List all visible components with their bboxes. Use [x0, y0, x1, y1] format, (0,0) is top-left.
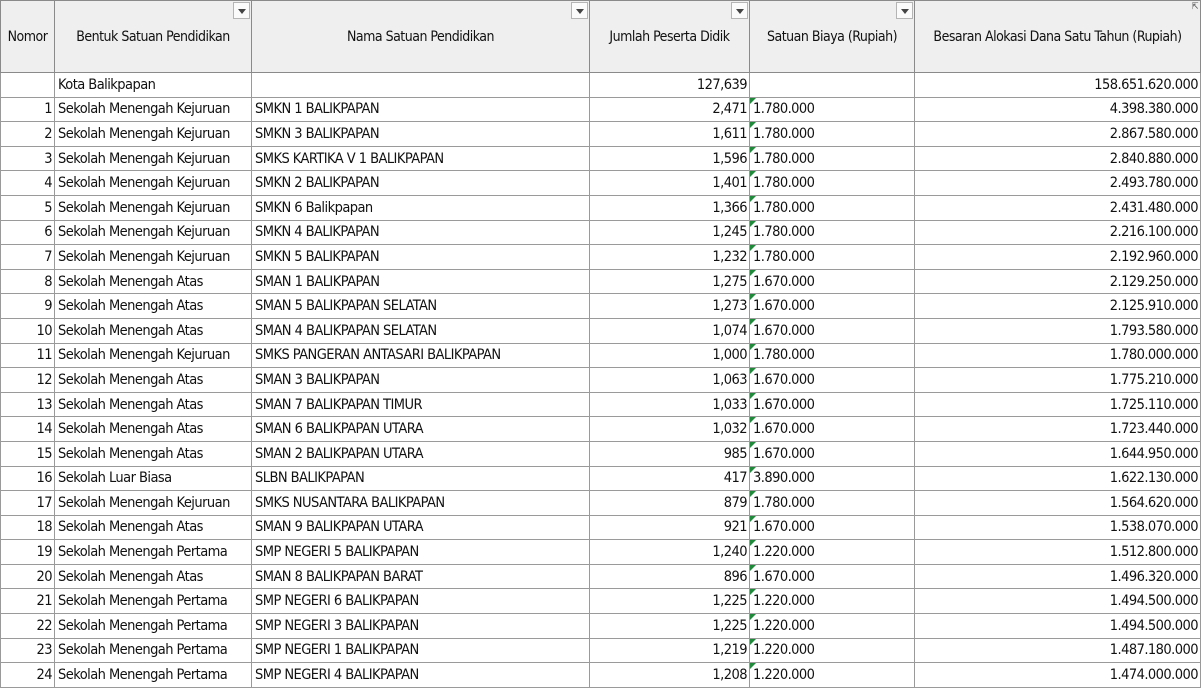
jumlah-cell[interactable]: 921: [590, 515, 750, 540]
besaran-cell[interactable]: 1.496.320.000: [915, 564, 1201, 589]
column-header-bentuk[interactable]: [55, 1, 252, 73]
bentuk-cell[interactable]: Sekolah Menengah Pertama: [55, 663, 252, 688]
nomor-cell[interactable]: 13: [1, 392, 55, 417]
error-indicator-icon: [750, 196, 756, 202]
jumlah-cell[interactable]: 2,471: [590, 97, 750, 122]
nomor-cell[interactable]: 21: [1, 589, 55, 614]
column-header-nomor[interactable]: [1, 1, 55, 73]
jumlah-cell[interactable]: 879: [590, 491, 750, 516]
satuan-cell[interactable]: [750, 589, 915, 614]
jumlah-cell[interactable]: 1,032: [590, 417, 750, 442]
error-indicator-icon: [750, 614, 756, 620]
error-indicator-icon: [750, 417, 756, 423]
nomor-cell[interactable]: 24: [1, 663, 55, 688]
table-row: [1, 515, 1201, 540]
satuan-cell[interactable]: [750, 515, 915, 540]
error-indicator-icon: [750, 639, 756, 645]
bentuk-cell[interactable]: Sekolah Luar Biasa: [55, 466, 252, 491]
nomor-cell[interactable]: 2: [1, 122, 55, 147]
bentuk-cell[interactable]: Sekolah Menengah Atas: [55, 368, 252, 393]
satuan-value: 1.670.000: [753, 298, 815, 315]
error-indicator-icon: [750, 221, 756, 227]
table-row: [1, 171, 1201, 196]
satuan-cell[interactable]: [750, 614, 915, 639]
jumlah-cell[interactable]: 1,366: [590, 195, 750, 220]
jumlah-cell[interactable]: 417: [590, 466, 750, 491]
bentuk-cell[interactable]: Sekolah Menengah Pertama: [55, 589, 252, 614]
error-indicator-icon: [750, 516, 756, 522]
nama-cell[interactable]: SMP NEGERI 6 BALIKPAPAN: [252, 589, 590, 614]
table-row: [1, 122, 1201, 147]
satuan-value: 1.220.000: [753, 642, 815, 659]
error-indicator-icon: [750, 540, 756, 546]
table-row: [1, 614, 1201, 639]
besaran-cell[interactable]: 1.775.210.000: [915, 368, 1201, 393]
table-row: [1, 589, 1201, 614]
satuan-cell[interactable]: [750, 466, 915, 491]
nama-cell[interactable]: SMP NEGERI 4 BALIKPAPAN: [252, 663, 590, 688]
satuan-value: 1.670.000: [753, 445, 815, 462]
error-indicator-icon: [750, 491, 756, 497]
satuan-value: 1.780.000: [753, 125, 815, 142]
satuan-cell[interactable]: [750, 220, 915, 245]
nomor-cell[interactable]: 12: [1, 368, 55, 393]
satuan-value: 1.780.000: [753, 150, 815, 167]
nomor-cell[interactable]: 1: [1, 97, 55, 122]
bentuk-cell[interactable]: Sekolah Menengah Atas: [55, 392, 252, 417]
jumlah-cell[interactable]: 1,225: [590, 589, 750, 614]
nomor-cell[interactable]: 22: [1, 614, 55, 639]
satuan-cell[interactable]: [750, 171, 915, 196]
satuan-cell[interactable]: [750, 343, 915, 368]
satuan-cell[interactable]: [750, 368, 915, 393]
nama-cell[interactable]: SMP NEGERI 5 BALIKPAPAN: [252, 540, 590, 565]
nama-cell[interactable]: SMP NEGERI 3 BALIKPAPAN: [252, 614, 590, 639]
satuan-value: 3.890.000: [753, 470, 815, 487]
satuan-cell[interactable]: [750, 269, 915, 294]
bentuk-cell[interactable]: Sekolah Menengah Pertama: [55, 638, 252, 663]
nama-cell[interactable]: SMAN 6 BALIKPAPAN UTARA: [252, 417, 590, 442]
nomor-cell[interactable]: 5: [1, 195, 55, 220]
table-row: [1, 245, 1201, 270]
bentuk-cell[interactable]: Sekolah Menengah Atas: [55, 564, 252, 589]
nama-cell[interactable]: SMKN 2 BALIKPAPAN: [252, 171, 590, 196]
nomor-cell[interactable]: 11: [1, 343, 55, 368]
satuan-cell[interactable]: [750, 245, 915, 270]
nama-cell[interactable]: SMKN 6 Balikpapan: [252, 195, 590, 220]
table-row: [1, 343, 1201, 368]
table-row: [1, 466, 1201, 491]
bentuk-cell[interactable]: Sekolah Menengah Kejuruan: [55, 343, 252, 368]
satuan-cell[interactable]: [750, 195, 915, 220]
nama-cell[interactable]: SMKS KARTIKA V 1 BALIKPAPAN: [252, 146, 590, 171]
nomor-cell[interactable]: 14: [1, 417, 55, 442]
nama-cell[interactable]: SMAN 9 BALIKPAPAN UTARA: [252, 515, 590, 540]
satuan-cell[interactable]: [750, 417, 915, 442]
column-header-besaran[interactable]: [915, 1, 1201, 73]
besaran-cell[interactable]: 1.474.000.000: [915, 663, 1201, 688]
error-indicator-icon: [750, 467, 756, 473]
jumlah-cell[interactable]: 1,245: [590, 220, 750, 245]
nama-cell[interactable]: SMAN 3 BALIKPAPAN: [252, 368, 590, 393]
nama-cell[interactable]: SMAN 7 BALIKPAPAN TIMUR: [252, 392, 590, 417]
satuan-value: 1.780.000: [753, 248, 815, 265]
nomor-cell[interactable]: 6: [1, 220, 55, 245]
header-label: Jumlah Peserta Didik: [609, 28, 730, 45]
table-row: [1, 638, 1201, 663]
satuan-value: 1.220.000: [753, 667, 815, 684]
besaran-cell[interactable]: 1.622.130.000: [915, 466, 1201, 491]
table-row: [1, 294, 1201, 319]
satuan-value: 1.220.000: [753, 544, 815, 561]
besaran-cell[interactable]: 1.793.580.000: [915, 318, 1201, 343]
table-row: [1, 417, 1201, 442]
header-label: Nama Satuan Pendidikan: [346, 28, 495, 45]
error-indicator-icon: [750, 368, 756, 374]
table-row: [1, 220, 1201, 245]
bentuk-cell[interactable]: Sekolah Menengah Kejuruan: [55, 146, 252, 171]
satuan-cell[interactable]: [750, 318, 915, 343]
error-indicator-icon: [750, 98, 756, 104]
nomor-cell[interactable]: 3: [1, 146, 55, 171]
besaran-cell[interactable]: 2.867.580.000: [915, 122, 1201, 147]
header-label: Nomor: [7, 28, 48, 45]
besaran-cell[interactable]: 2.840.880.000: [915, 146, 1201, 171]
besaran-cell[interactable]: 1.644.950.000: [915, 441, 1201, 466]
satuan-cell[interactable]: [750, 564, 915, 589]
bentuk-cell[interactable]: Sekolah Menengah Kejuruan: [55, 97, 252, 122]
bentuk-cell[interactable]: Sekolah Menengah Kejuruan: [55, 245, 252, 270]
nama-cell[interactable]: SMP NEGERI 1 BALIKPAPAN: [252, 638, 590, 663]
satuan-value: 1.670.000: [753, 519, 815, 536]
satuan-cell[interactable]: [750, 294, 915, 319]
nama-cell[interactable]: SMKS PANGERAN ANTASARI BALIKPAPAN: [252, 343, 590, 368]
table-row: [1, 146, 1201, 171]
satuan-value: 1.670.000: [753, 273, 815, 290]
satuan-cell[interactable]: [750, 638, 915, 663]
summary-label-cell[interactable]: Kota Balikpapan: [55, 73, 252, 98]
error-indicator-icon: [750, 147, 756, 153]
nomor-cell[interactable]: 18: [1, 515, 55, 540]
error-indicator-icon: [750, 393, 756, 399]
resize-icon[interactable]: ⇱: [1191, 2, 1198, 12]
nomor-cell[interactable]: 8: [1, 269, 55, 294]
table-row: [1, 195, 1201, 220]
bentuk-cell[interactable]: Sekolah Menengah Atas: [55, 318, 252, 343]
jumlah-cell[interactable]: 1,275: [590, 269, 750, 294]
satuan-cell[interactable]: [750, 441, 915, 466]
bentuk-cell[interactable]: Sekolah Menengah Kejuruan: [55, 171, 252, 196]
satuan-cell[interactable]: [750, 663, 915, 688]
satuan-cell[interactable]: [750, 146, 915, 171]
nama-cell[interactable]: SMKN 3 BALIKPAPAN: [252, 122, 590, 147]
jumlah-cell[interactable]: 1,225: [590, 614, 750, 639]
error-indicator-icon: [750, 294, 756, 300]
satuan-value: 1.670.000: [753, 396, 815, 413]
table-row: [1, 441, 1201, 466]
satuan-cell[interactable]: [750, 122, 915, 147]
nomor-cell[interactable]: 20: [1, 564, 55, 589]
besaran-cell[interactable]: 1.494.500.000: [915, 589, 1201, 614]
error-indicator-icon: [750, 319, 756, 325]
header-label: Besaran Alokasi Dana Satu Tahun (Rupiah): [933, 28, 1182, 45]
header-label: Satuan Biaya (Rupiah): [767, 28, 897, 45]
column-header-satuan[interactable]: [750, 1, 915, 73]
chevron-down-icon[interactable]: [731, 2, 748, 19]
satuan-cell[interactable]: [750, 491, 915, 516]
nama-cell[interactable]: SLBN BALIKPAPAN: [252, 466, 590, 491]
besaran-cell[interactable]: 1.723.440.000: [915, 417, 1201, 442]
jumlah-cell[interactable]: 1,074: [590, 318, 750, 343]
table-row: [1, 392, 1201, 417]
jumlah-cell[interactable]: 1,232: [590, 245, 750, 270]
summary-nama-cell[interactable]: [252, 73, 590, 98]
error-indicator-icon: [750, 270, 756, 276]
jumlah-cell[interactable]: 1,240: [590, 540, 750, 565]
column-header-jumlah[interactable]: [590, 1, 750, 73]
error-indicator-icon: [750, 663, 756, 669]
bentuk-cell[interactable]: Sekolah Menengah Atas: [55, 269, 252, 294]
satuan-value: 1.780.000: [753, 224, 815, 241]
besaran-cell[interactable]: 1.494.500.000: [915, 614, 1201, 639]
error-indicator-icon: [750, 171, 756, 177]
summary-jumlah-cell[interactable]: 127,639: [590, 73, 750, 98]
table-row: [1, 318, 1201, 343]
error-indicator-icon: [750, 122, 756, 128]
error-indicator-icon: [750, 442, 756, 448]
jumlah-cell[interactable]: 1,611: [590, 122, 750, 147]
besaran-cell[interactable]: 2.125.910.000: [915, 294, 1201, 319]
summary-row: [1, 73, 1201, 98]
satuan-value: 1.780.000: [753, 494, 815, 511]
nama-cell[interactable]: SMAN 4 BALIKPAPAN SELATAN: [252, 318, 590, 343]
jumlah-cell[interactable]: 1,401: [590, 171, 750, 196]
bentuk-cell[interactable]: Sekolah Menengah Atas: [55, 441, 252, 466]
bentuk-cell[interactable]: Sekolah Menengah Kejuruan: [55, 491, 252, 516]
besaran-cell[interactable]: 1.780.000.000: [915, 343, 1201, 368]
satuan-value: 1.780.000: [753, 101, 815, 118]
table-row: [1, 269, 1201, 294]
nama-cell[interactable]: SMAN 8 BALIKPAPAN BARAT: [252, 564, 590, 589]
satuan-value: 1.670.000: [753, 421, 815, 438]
table-row: [1, 97, 1201, 122]
chevron-down-icon[interactable]: [233, 2, 250, 19]
besaran-cell[interactable]: 1.725.110.000: [915, 392, 1201, 417]
nomor-cell[interactable]: 17: [1, 491, 55, 516]
table-row: [1, 368, 1201, 393]
satuan-value: 1.220.000: [753, 617, 815, 634]
table-row: [1, 663, 1201, 688]
besaran-cell[interactable]: 2.493.780.000: [915, 171, 1201, 196]
nama-cell[interactable]: SMAN 5 BALIKPAPAN SELATAN: [252, 294, 590, 319]
jumlah-cell[interactable]: 1,273: [590, 294, 750, 319]
nama-cell[interactable]: SMKS NUSANTARA BALIKPAPAN: [252, 491, 590, 516]
satuan-value: 1.780.000: [753, 347, 815, 364]
besaran-cell[interactable]: 2.192.960.000: [915, 245, 1201, 270]
error-indicator-icon: [750, 565, 756, 571]
chevron-down-icon[interactable]: [571, 2, 588, 19]
besaran-cell[interactable]: 2.431.480.000: [915, 195, 1201, 220]
bentuk-cell[interactable]: Sekolah Menengah Pertama: [55, 540, 252, 565]
nama-cell[interactable]: SMKN 5 BALIKPAPAN: [252, 245, 590, 270]
error-indicator-icon: [750, 344, 756, 350]
nomor-cell[interactable]: 19: [1, 540, 55, 565]
satuan-value: 1.220.000: [753, 593, 815, 610]
bentuk-cell[interactable]: Sekolah Menengah Pertama: [55, 614, 252, 639]
nama-cell[interactable]: SMKN 1 BALIKPAPAN: [252, 97, 590, 122]
chevron-down-icon[interactable]: [896, 2, 913, 19]
besaran-cell[interactable]: 2.216.100.000: [915, 220, 1201, 245]
satuan-cell[interactable]: [750, 540, 915, 565]
jumlah-cell[interactable]: 1,033: [590, 392, 750, 417]
error-indicator-icon: [750, 589, 756, 595]
nama-cell[interactable]: SMAN 1 BALIKPAPAN: [252, 269, 590, 294]
besaran-cell[interactable]: 2.129.250.000: [915, 269, 1201, 294]
table-row: [1, 491, 1201, 516]
satuan-cell[interactable]: [750, 392, 915, 417]
nomor-cell[interactable]: 15: [1, 441, 55, 466]
bentuk-cell[interactable]: Sekolah Menengah Atas: [55, 417, 252, 442]
error-indicator-icon: [750, 245, 756, 251]
header-row: [1, 1, 1201, 73]
bentuk-cell[interactable]: Sekolah Menengah Atas: [55, 515, 252, 540]
jumlah-cell[interactable]: 1,596: [590, 146, 750, 171]
besaran-cell[interactable]: 1.487.180.000: [915, 638, 1201, 663]
nama-cell[interactable]: SMAN 2 BALIKPAPAN UTARA: [252, 441, 590, 466]
nomor-cell[interactable]: 16: [1, 466, 55, 491]
nomor-cell[interactable]: 4: [1, 171, 55, 196]
summary-besaran-cell[interactable]: 158.651.620.000: [915, 73, 1201, 98]
table-row: [1, 564, 1201, 589]
nama-cell[interactable]: SMKN 4 BALIKPAPAN: [252, 220, 590, 245]
nomor-cell[interactable]: 9: [1, 294, 55, 319]
besaran-cell[interactable]: 1.512.800.000: [915, 540, 1201, 565]
satuan-cell[interactable]: [750, 97, 915, 122]
bentuk-cell[interactable]: Sekolah Menengah Kejuruan: [55, 122, 252, 147]
satuan-value: 1.670.000: [753, 371, 815, 388]
satuan-value: 1.670.000: [753, 568, 815, 585]
jumlah-cell[interactable]: 1,219: [590, 638, 750, 663]
satuan-value: 1.780.000: [753, 175, 815, 192]
satuan-value: 1.780.000: [753, 199, 815, 216]
nomor-cell[interactable]: 23: [1, 638, 55, 663]
besaran-cell[interactable]: 4.398.380.000: [915, 97, 1201, 122]
besaran-cell[interactable]: 1.564.620.000: [915, 491, 1201, 516]
satuan-value: 1.670.000: [753, 322, 815, 339]
jumlah-cell[interactable]: 1,208: [590, 663, 750, 688]
jumlah-cell[interactable]: 1,063: [590, 368, 750, 393]
header-label: Bentuk Satuan Pendidikan: [76, 28, 230, 45]
besaran-cell[interactable]: 1.538.070.000: [915, 515, 1201, 540]
bentuk-cell[interactable]: Sekolah Menengah Atas: [55, 294, 252, 319]
column-header-nama[interactable]: [252, 1, 590, 73]
jumlah-cell[interactable]: 1,000: [590, 343, 750, 368]
summary-nomor-cell[interactable]: [1, 73, 55, 98]
jumlah-cell[interactable]: 985: [590, 441, 750, 466]
jumlah-cell[interactable]: 896: [590, 564, 750, 589]
bentuk-cell[interactable]: Sekolah Menengah Kejuruan: [55, 195, 252, 220]
summary-satuan-cell[interactable]: [750, 73, 915, 98]
nomor-cell[interactable]: 10: [1, 318, 55, 343]
nomor-cell[interactable]: 7: [1, 245, 55, 270]
bentuk-cell[interactable]: Sekolah Menengah Kejuruan: [55, 220, 252, 245]
table-row: [1, 540, 1201, 565]
